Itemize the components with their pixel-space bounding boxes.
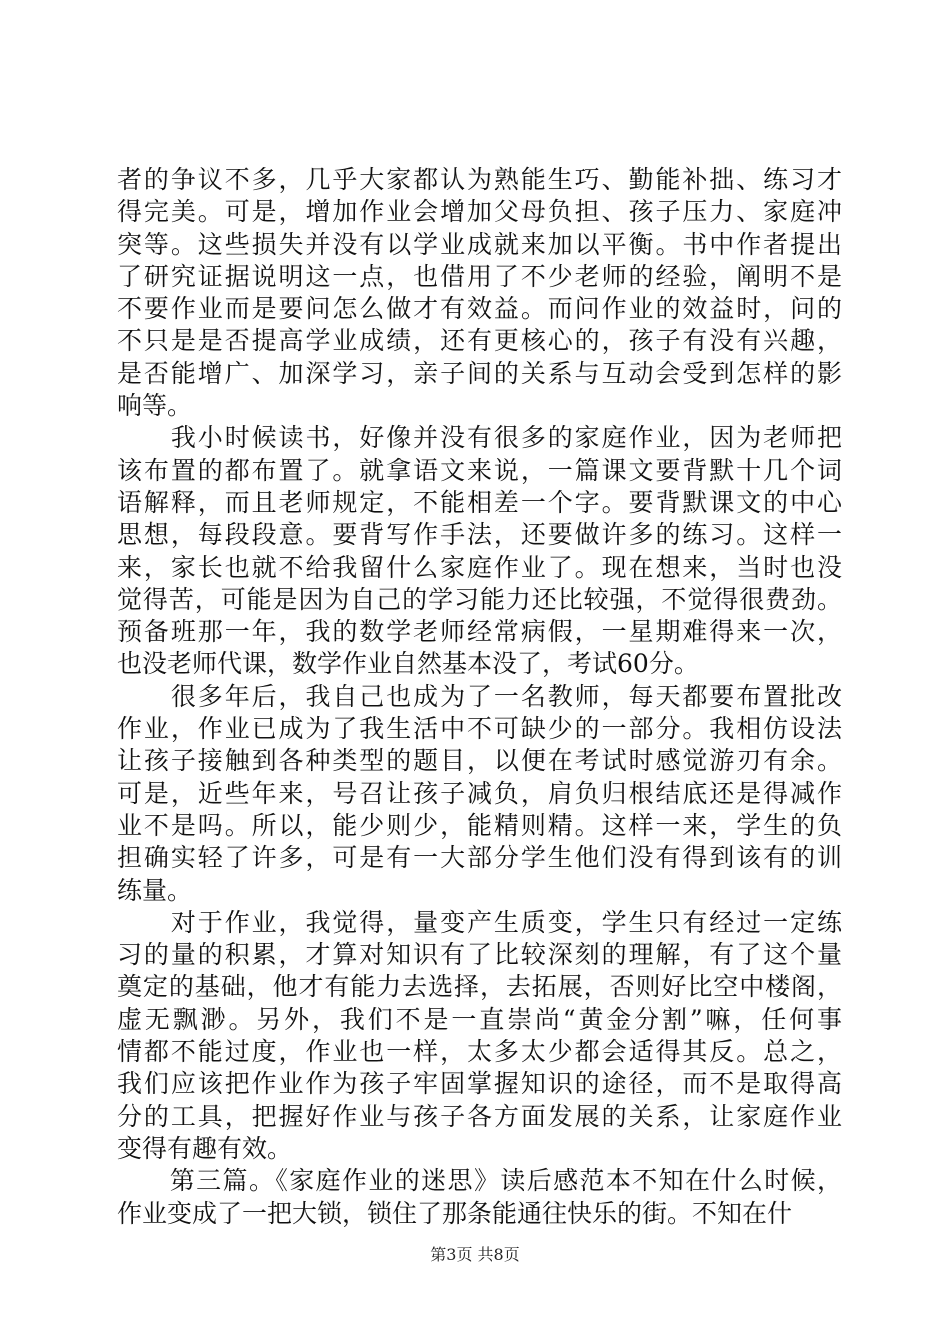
text-line: 情都不能过度，作业也一样，太多太少都会适得其反。总之， [117, 1037, 842, 1067]
text-line: 很多年后，我自己也成为了一名教师，每天都要布置批改 [117, 681, 842, 711]
text-line: 习的量的积累，才算对知识有了比较深刻的理解，有了这个量 [117, 940, 842, 970]
text-line: 突等。这些损失并没有以学业成就来加以平衡。书中作者提出 [117, 229, 842, 259]
text-line: 作业变成了一把大锁，锁住了那条能通往快乐的街。不知在什 [117, 1198, 793, 1228]
text-line: 分的工具，把握好作业与孩子各方面发展的关系，让家庭作业 [117, 1101, 842, 1131]
text-line: 可是，近些年来，号召让孩子减负，肩负归根结底还是得减作 [117, 778, 842, 808]
text-line: 担确实轻了许多，可是有一大部分学生他们没有得到该有的训 [117, 843, 842, 873]
text-line: 作业，作业已成为了我生活中不可缺少的一部分。我相仿设法 [117, 714, 842, 744]
text-line: 觉得苦，可能是因为自己的学习能力还比较强，不觉得很费劲。 [117, 584, 842, 614]
text-line: 得完美。可是，增加作业会增加父母负担、孩子压力、家庭冲 [117, 197, 842, 227]
text-line: 是否能增广、加深学习，亲子间的关系与互动会受到怎样的影 [117, 358, 842, 388]
text-line: 让孩子接触到各种类型的题目，以便在考试时感觉游刃有余。 [117, 746, 842, 776]
text-line: 虚无飘渺。另外，我们不是一直崇尚“黄金分割”嘛，任何事 [117, 1004, 842, 1034]
text-line: 不只是是否提高学业成绩，还有更核心的，孩子有没有兴趣， [117, 326, 842, 356]
text-line: 对于作业，我觉得，量变产生质变，学生只有经过一定练 [117, 907, 842, 937]
text-line: 练量。 [117, 875, 193, 905]
text-line: 不要作业而是要问怎么做才有效益。而问作业的效益时，问的 [117, 294, 842, 324]
paragraph [117, 422, 842, 680]
text-line: 响等。 [117, 391, 193, 421]
paragraph [117, 907, 842, 1165]
text-line: 思想，每段段意。要背写作手法，还要做许多的练习。这样一 [117, 520, 842, 550]
paragraph [117, 1165, 842, 1230]
document-body [117, 164, 842, 1230]
text-line: 奠定的基础，他才有能力去选择，去拓展，否则好比空中楼阁， [117, 972, 842, 1002]
text-line: 语解释，而且老师规定，不能相差一个字。要背默课文的中心 [117, 487, 842, 517]
text-line: 来，家长也就不给我留什么家庭作业了。现在想来，当时也没 [117, 552, 842, 582]
text-line: 者的争议不多，几乎大家都认为熟能生巧、勤能补拙、练习才 [117, 165, 842, 194]
text-line: 变得有趣有效。 [117, 1133, 293, 1163]
text-line: 第三篇。《家庭作业的迷思》读后感范本不知在什么时候， [117, 1166, 842, 1196]
paragraph [117, 164, 842, 422]
text-line: 也没老师代课，数学作业自然基本没了，考试60分。 [117, 649, 699, 679]
text-line: 我们应该把作业作为孩子牢固掌握知识的途径，而不是取得高 [117, 1069, 842, 1099]
text-line: 我小时候读书，好像并没有很多的家庭作业，因为老师把 [117, 423, 842, 453]
text-line: 预备班那一年，我的数学老师经常病假，一星期难得来一次， [117, 617, 842, 647]
paragraph [117, 681, 842, 907]
text-line: 该布置的都布置了。就拿语文来说，一篇课文要背默十几个词 [117, 455, 842, 485]
text-line: 业不是吗。所以，能少则少，能精则精。这样一来，学生的负 [117, 810, 842, 840]
page-footer: 第3页 共8页 [430, 1245, 520, 1264]
text-line: 了研究证据说明这一点，也借用了不少老师的经验，阐明不是 [117, 261, 842, 291]
